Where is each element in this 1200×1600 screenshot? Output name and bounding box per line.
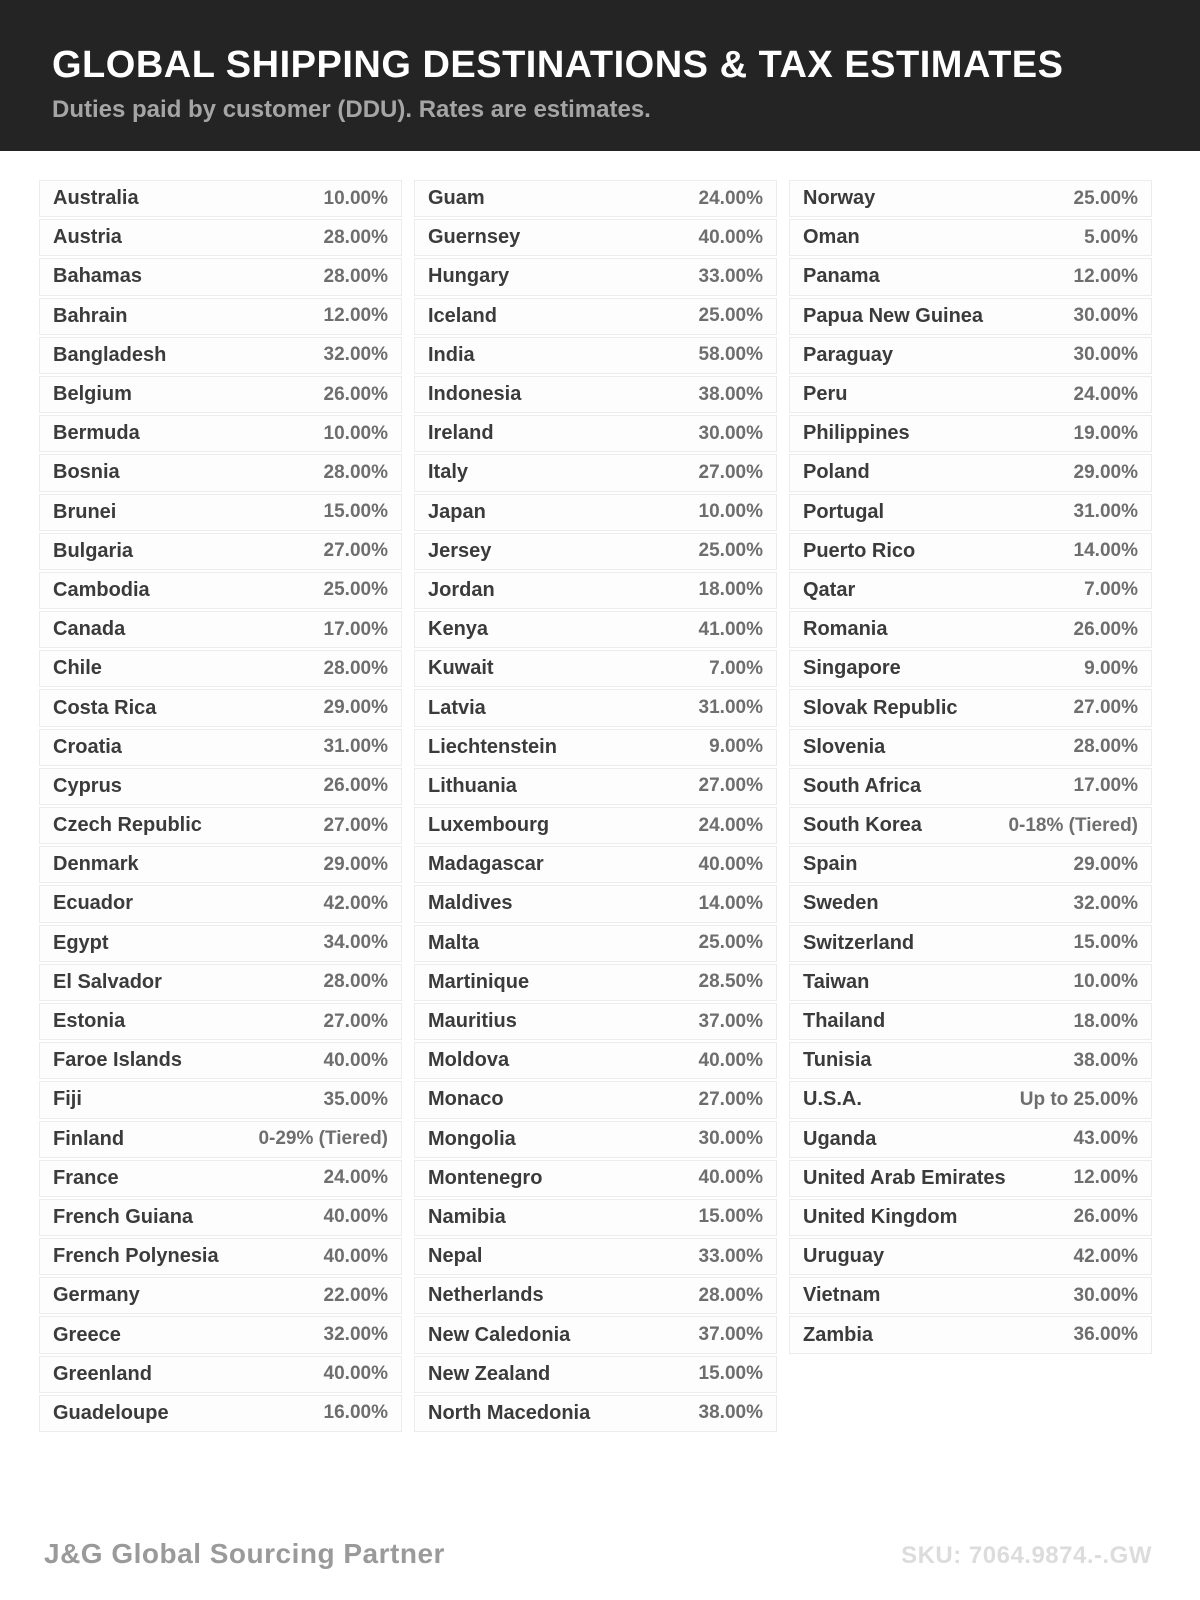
tax-rate: 15.00% [1073,932,1138,954]
tax-rate: 14.00% [1073,540,1138,562]
country-name: Cambodia [53,578,150,601]
rate-row [789,1121,1152,1158]
country-name: Monaco [428,1088,504,1111]
rate-row [414,964,777,1001]
rate-row [414,1160,777,1197]
country-name: French Polynesia [53,1245,219,1268]
tax-rate: 17.00% [323,618,388,640]
tax-rate: 10.00% [1073,971,1138,993]
rate-row [39,1042,402,1079]
country-name: Montenegro [428,1166,543,1189]
country-name: Panama [803,265,880,288]
tax-rate: 28.00% [323,657,388,679]
tax-rate: 25.00% [698,932,763,954]
country-name: Kuwait [428,657,494,680]
rate-row [39,572,402,609]
tax-rate: 41.00% [698,618,763,640]
tax-rate: 32.00% [323,344,388,366]
rate-row [39,1277,402,1314]
tax-rate: 31.00% [1073,501,1138,523]
tax-rate: 58.00% [698,344,763,366]
tax-rate: 42.00% [1073,1245,1138,1267]
country-name: Italy [428,461,469,484]
rate-row [39,180,402,217]
tax-rate: 15.00% [698,1363,763,1385]
tax-rate: 0-29% (Tiered) [258,1128,388,1150]
rate-row [789,650,1152,687]
country-name: Spain [803,853,858,876]
country-name: Vietnam [803,1284,881,1307]
rates-column-3 [789,180,1152,1356]
rates-column-2 [414,180,777,1434]
rate-row [789,689,1152,726]
rate-row [39,494,402,531]
country-name: Oman [803,226,860,249]
tax-rate: 25.00% [323,579,388,601]
rate-row [414,846,777,883]
country-name: Romania [803,618,888,641]
tax-rate: 15.00% [698,1206,763,1228]
tax-rate: 43.00% [1073,1128,1138,1150]
tax-rate: 40.00% [698,226,763,248]
rate-row [39,1316,402,1353]
tax-rate: 12.00% [1073,265,1138,287]
rate-row [414,298,777,335]
country-name: Hungary [428,265,510,288]
rate-row [414,337,777,374]
country-name: Zambia [803,1323,874,1346]
tax-rate: 30.00% [698,1128,763,1150]
country-name: Uganda [803,1127,877,1150]
rate-row [414,494,777,531]
country-name: Uruguay [803,1245,885,1268]
rate-row [414,219,777,256]
country-name: Nepal [428,1245,483,1268]
country-name: Greece [53,1323,121,1346]
tax-rate: 24.00% [698,814,763,836]
rate-row [789,376,1152,413]
rate-row [39,650,402,687]
rate-row [414,1277,777,1314]
country-name: Jordan [428,578,495,601]
country-name: Jersey [428,539,492,562]
page-title: GLOBAL SHIPPING DESTINATIONS & TAX ESTIMATES [52,43,1064,86]
country-name: Maldives [428,892,513,915]
country-name: Indonesia [428,383,522,406]
country-name: Thailand [803,1010,886,1033]
tax-rate: 27.00% [698,775,763,797]
tax-rate: 31.00% [698,697,763,719]
rate-row [789,415,1152,452]
rate-row [39,1356,402,1393]
tax-rate: 15.00% [323,501,388,523]
country-name: Guernsey [428,226,521,249]
rate-row [414,1081,777,1118]
country-name: Moldova [428,1049,510,1072]
rate-row [39,298,402,335]
tax-rate: 33.00% [698,1245,763,1267]
rate-row [39,925,402,962]
rate-row [39,376,402,413]
tax-rate: 28.00% [323,265,388,287]
country-name: United Arab Emirates [803,1166,1006,1189]
tax-rate: 5.00% [1084,226,1138,248]
country-name: Belgium [53,383,132,406]
tax-rate: 28.00% [1073,736,1138,758]
rate-row [39,768,402,805]
rate-row [414,1316,777,1353]
tax-rate: 25.00% [698,305,763,327]
tax-rate: 24.00% [698,187,763,209]
tax-rate: 29.00% [1073,461,1138,483]
tax-rate: 27.00% [698,461,763,483]
country-name: Estonia [53,1010,126,1033]
country-name: North Macedonia [428,1401,591,1424]
country-name: Slovak Republic [803,696,958,719]
country-name: French Guiana [53,1205,194,1228]
country-name: Cyprus [53,774,122,797]
tax-rate: 26.00% [323,775,388,797]
rate-row [39,729,402,766]
tax-rate: 19.00% [1073,422,1138,444]
country-name: Papua New Guinea [803,304,984,327]
rate-row [39,964,402,1001]
rate-row [414,1042,777,1079]
rate-row [414,454,777,491]
tax-rate: 40.00% [323,1049,388,1071]
rate-row [414,1356,777,1393]
rate-row [39,885,402,922]
rate-row [789,1042,1152,1079]
country-name: Costa Rica [53,696,157,719]
country-name: Faroe Islands [53,1049,182,1072]
country-name: Latvia [428,696,486,719]
country-name: Bosnia [53,461,120,484]
tax-rate: 27.00% [323,540,388,562]
tax-rate: 30.00% [698,422,763,444]
country-name: New Caledonia [428,1323,571,1346]
country-name: Madagascar [428,853,544,876]
country-name: Mongolia [428,1127,516,1150]
country-name: South Korea [803,814,922,837]
rate-row [789,611,1152,648]
tax-rate: 29.00% [323,853,388,875]
tax-rate: 28.00% [323,461,388,483]
rate-row [414,1238,777,1275]
country-name: Singapore [803,657,901,680]
rate-row [789,1238,1152,1275]
tax-rate: 26.00% [323,383,388,405]
rate-row [39,219,402,256]
tax-rate: 12.00% [1073,1167,1138,1189]
sku-label: SKU: 7064.9874.-.GW [901,1542,1152,1569]
tax-rate: 27.00% [323,814,388,836]
rate-row [414,572,777,609]
tax-rate: 28.00% [323,971,388,993]
rate-row [789,1081,1152,1118]
country-name: Ireland [428,422,494,445]
country-name: Germany [53,1284,140,1307]
rate-row [414,376,777,413]
rate-row [39,807,402,844]
header [0,0,1200,151]
tax-rate: 32.00% [1073,892,1138,914]
tax-rate: 14.00% [698,892,763,914]
tax-rate: 26.00% [1073,618,1138,640]
country-name: Portugal [803,500,885,523]
tax-rate: 24.00% [1073,383,1138,405]
tax-rate: 40.00% [698,1167,763,1189]
rate-row [414,768,777,805]
rate-row [414,885,777,922]
country-name: Greenland [53,1362,152,1385]
country-name: Brunei [53,500,117,523]
tax-rate: 37.00% [698,1010,763,1032]
tax-rate: 38.00% [698,383,763,405]
rate-row [789,768,1152,805]
country-name: South Africa [803,774,922,797]
rate-row [789,180,1152,217]
tax-rate: 38.00% [1073,1049,1138,1071]
rate-row [414,807,777,844]
country-name: Bulgaria [53,539,134,562]
rate-row [414,611,777,648]
rate-row [414,925,777,962]
country-name: Tunisia [803,1049,872,1072]
rate-row [789,1160,1152,1197]
tax-rate: 7.00% [709,657,763,679]
tax-rate: 0-18% (Tiered) [1008,814,1138,836]
rate-row [414,1003,777,1040]
country-name: Chile [53,657,102,680]
rate-row [414,1199,777,1236]
rate-row [789,885,1152,922]
tax-rate: 25.00% [698,540,763,562]
rate-row [39,337,402,374]
country-name: Malta [428,931,480,954]
country-name: Finland [53,1127,125,1150]
rate-row [789,572,1152,609]
country-name: Denmark [53,853,139,876]
tax-rate: 37.00% [698,1324,763,1346]
tax-rate: 12.00% [323,305,388,327]
tax-rate: 30.00% [1073,305,1138,327]
rate-row [414,258,777,295]
rate-row [789,807,1152,844]
tax-rate: 30.00% [1073,344,1138,366]
rate-row [414,1395,777,1432]
rate-row [414,415,777,452]
tax-rate: 9.00% [709,736,763,758]
country-name: Peru [803,383,848,406]
tax-rate: 18.00% [1073,1010,1138,1032]
tax-rate: 34.00% [323,932,388,954]
rate-row [39,1395,402,1432]
country-name: Guadeloupe [53,1401,169,1424]
rate-row [789,964,1152,1001]
tax-rate: 40.00% [323,1245,388,1267]
country-name: Lithuania [428,774,517,797]
rate-row [39,1003,402,1040]
country-name: Namibia [428,1205,506,1228]
tax-rate: 38.00% [698,1402,763,1424]
tax-rate: 10.00% [323,187,388,209]
country-name: Iceland [428,304,497,327]
tax-rate: 33.00% [698,265,763,287]
country-name: Bahamas [53,265,142,288]
rate-row [789,1003,1152,1040]
country-name: U.S.A. [803,1088,862,1111]
country-name: Liechtenstein [428,735,557,758]
country-name: Mauritius [428,1010,517,1033]
rate-row [789,454,1152,491]
tax-rate: 29.00% [1073,853,1138,875]
rate-row [789,925,1152,962]
country-name: Paraguay [803,343,894,366]
tax-rate: 18.00% [698,579,763,601]
tax-rate: 17.00% [1073,775,1138,797]
tax-rate: 40.00% [323,1206,388,1228]
country-name: Bangladesh [53,343,167,366]
rate-row [414,729,777,766]
tax-rate: 32.00% [323,1324,388,1346]
tax-rate: 24.00% [323,1167,388,1189]
rate-row [39,846,402,883]
tax-rate: 28.00% [323,226,388,248]
rate-row [39,689,402,726]
rate-row [789,494,1152,531]
rate-row [39,454,402,491]
tax-rate: 40.00% [323,1363,388,1385]
tax-rate: 16.00% [323,1402,388,1424]
rate-row [39,1199,402,1236]
rate-row [39,1081,402,1118]
country-name: Netherlands [428,1284,544,1307]
tax-rate: 10.00% [698,501,763,523]
tax-rate: 40.00% [698,1049,763,1071]
footer [0,1538,1200,1570]
country-name: Bahrain [53,304,128,327]
country-name: Ecuador [53,892,134,915]
country-name: Fiji [53,1088,82,1111]
country-name: Philippines [803,422,910,445]
country-name: Taiwan [803,970,870,993]
rate-row [789,337,1152,374]
country-name: Norway [803,187,876,210]
rate-row [414,689,777,726]
tax-rate: 35.00% [323,1088,388,1110]
rate-row [414,180,777,217]
rate-row [789,298,1152,335]
rate-row [414,533,777,570]
country-name: Canada [53,618,126,641]
tax-rate: 10.00% [323,422,388,444]
country-name: Kenya [428,618,489,641]
tax-rate: 36.00% [1073,1324,1138,1346]
country-name: Croatia [53,735,122,758]
rate-row [39,258,402,295]
rate-row [39,1121,402,1158]
country-name: Egypt [53,931,109,954]
rate-row [789,846,1152,883]
rate-row [39,611,402,648]
page-subtitle: Duties paid by customer (DDU). Rates are estimates. [52,95,651,123]
rate-row [414,1121,777,1158]
country-name: France [53,1166,119,1189]
country-name: Qatar [803,578,856,601]
country-name: India [428,343,475,366]
rate-row [789,729,1152,766]
tax-rate: 42.00% [323,892,388,914]
rates-table [0,151,1200,1434]
rate-row [789,1316,1152,1353]
tax-rate: 28.50% [698,971,763,993]
brand-name: J&G Global Sourcing Partner [44,1538,445,1569]
country-name: New Zealand [428,1362,551,1385]
tax-rate: 27.00% [1073,697,1138,719]
country-name: Bermuda [53,422,140,445]
tax-rate: Up to 25.00% [1019,1088,1138,1110]
rate-row [39,1160,402,1197]
country-name: El Salvador [53,970,162,993]
tax-rate: 22.00% [323,1284,388,1306]
rate-row [39,1238,402,1275]
country-name: Slovenia [803,735,886,758]
tax-rate: 26.00% [1073,1206,1138,1228]
tax-rate: 9.00% [1084,657,1138,679]
country-name: Sweden [803,892,879,915]
rate-row [789,258,1152,295]
country-name: Czech Republic [53,814,202,837]
country-name: Australia [53,187,139,210]
rate-row [39,415,402,452]
country-name: Poland [803,461,870,484]
tax-rate: 29.00% [323,697,388,719]
rate-row [789,1277,1152,1314]
country-name: Luxembourg [428,814,550,837]
country-name: United Kingdom [803,1205,958,1228]
country-name: Puerto Rico [803,539,916,562]
country-name: Austria [53,226,122,249]
tax-rate: 7.00% [1084,579,1138,601]
rate-row [39,533,402,570]
country-name: Martinique [428,970,530,993]
tax-rate: 25.00% [1073,187,1138,209]
rates-column-1 [39,180,402,1434]
rate-row [789,219,1152,256]
tax-rate: 27.00% [698,1088,763,1110]
tax-rate: 28.00% [698,1284,763,1306]
rate-row [789,1199,1152,1236]
country-name: Switzerland [803,931,915,954]
country-name: Guam [428,187,485,210]
country-name: Japan [428,500,486,523]
rate-row [789,533,1152,570]
tax-rate: 30.00% [1073,1284,1138,1306]
tax-rate: 40.00% [698,853,763,875]
rate-row [414,650,777,687]
tax-rate: 27.00% [323,1010,388,1032]
tax-rate: 31.00% [323,736,388,758]
